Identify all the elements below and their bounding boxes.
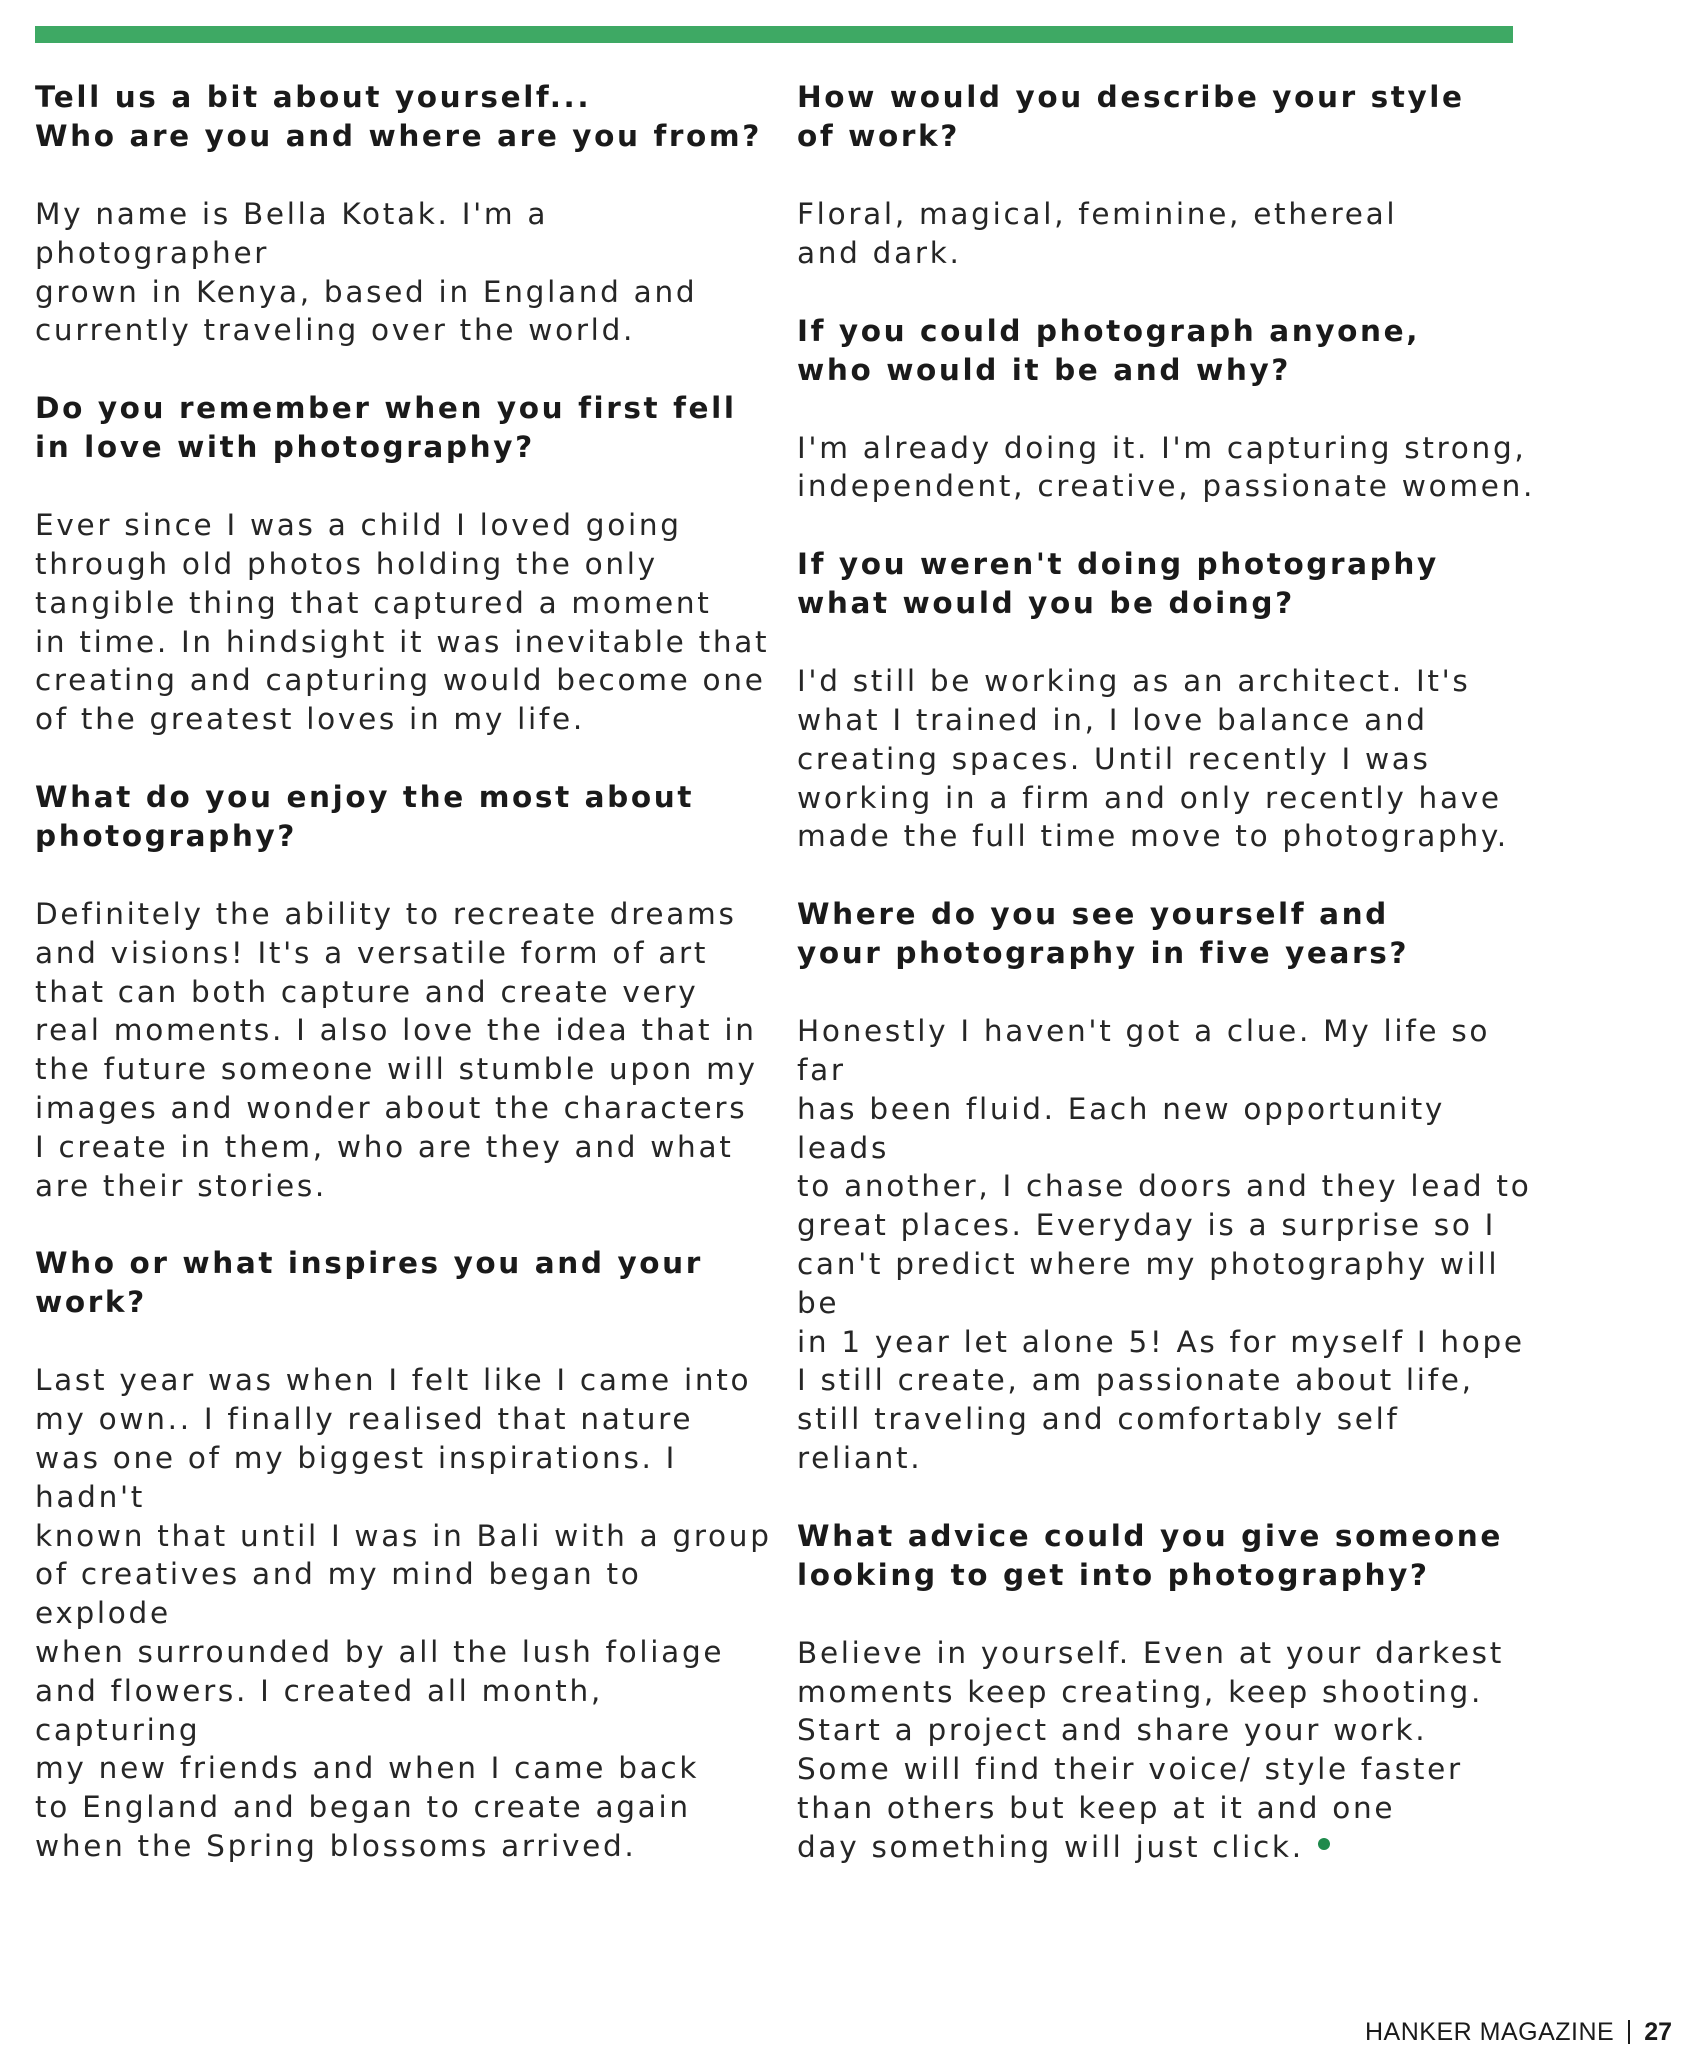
qa-block: [35, 78, 775, 350]
question-heading: How would you describe your style of work?: [797, 80, 1465, 153]
answer-text: Ever since I was a child I loved going through old photos holding the only tangible thing that captured a moment in time. In hindsight it was inevitable that creating and capturing would become one of the greatest loves in my life.: [35, 508, 770, 737]
answer-text: Last year was when I felt like I came into my own.. I finally realised that nature was one of my biggest inspirations. I hadn't known that until I was in Bali with a group of creatives and my mind began to explode when surrounded by all the lush foliage and flowers. I created all month, capturing my new friends and when I came back to England and began to create again when the Spring blossoms arrived.: [35, 1363, 772, 1863]
answer-text: I'd still be working as an architect. It's what I trained in, I love balance and creating spaces. Until recently I was working in a firm and only recently have made the full time move to photography.: [797, 664, 1509, 854]
page-footer: [1365, 2018, 1672, 2046]
question-heading: Who or what inspires you and your work?: [35, 1246, 703, 1320]
page-number: 27: [1644, 2018, 1672, 2046]
answer-text: Believe in yourself. Even at your darkest moments keep creating, keep shooting. Start a project and share your work. Some will find their voice/ style faster than others but keep at it and one day something will just click.: [797, 1635, 1505, 1864]
end-mark-dot-icon: [1318, 1838, 1330, 1850]
question-heading: If you could photograph anyone, who would it be and why?: [797, 313, 1421, 387]
qa-block: [35, 1244, 775, 1865]
qa-block: [797, 312, 1537, 507]
qa-block: [797, 1517, 1537, 1867]
right-column: [797, 78, 1537, 1906]
qa-block: [797, 895, 1537, 1478]
answer-text: Honestly I haven't got a clue. My life so far has been fluid. Each new opportunity leads to another, I chase doors and they lead to great places. Everyday is a surprise so I can't predict where my photography will be in 1 year let alone 5! As for myself I hope I still create, am passionate about life, still traveling and comfortably self reliant.: [797, 1014, 1532, 1475]
left-column: [35, 78, 775, 1905]
question-heading: Tell us a bit about yourself... Who are you and where are you from?: [35, 80, 762, 153]
question-heading: If you weren't doing photography what would you be doing?: [797, 547, 1439, 621]
answer-text: Definitely the ability to recreate dreams and visions! It's a versatile form of art that can both capture and create very real moments. I also love the idea that in the future someone will stumble upon my images and wonder about the characters I create in them, who are they and what are their stories.: [35, 896, 758, 1203]
qa-block: [35, 778, 775, 1205]
answer-text: I'm already doing it. I'm capturing strong, independent, creative, passionate women.: [797, 430, 1536, 504]
qa-block: [35, 389, 775, 739]
footer-divider: [1628, 2020, 1630, 2044]
qa-block: [797, 545, 1537, 856]
answer-text: Floral, magical, feminine, ethereal and dark.: [797, 197, 1398, 270]
question-heading: What do you enjoy the most about photography?: [35, 779, 695, 853]
question-heading: Where do you see yourself and your photography in five years?: [797, 897, 1410, 971]
qa-block: [797, 78, 1537, 273]
answer-text: My name is Bella Kotak. I'm a photographer grown in Kenya, based in England and currently traveling over the world.: [35, 197, 698, 348]
answer-text-final: [797, 1634, 1537, 1867]
question-heading: Do you remember when you first fell in love with photography?: [35, 391, 737, 465]
magazine-name: HANKER MAGAZINE: [1364, 2018, 1615, 2046]
question-heading: What advice could you give someone looking to get into photography?: [797, 1518, 1503, 1592]
accent-bar: [35, 26, 1513, 43]
